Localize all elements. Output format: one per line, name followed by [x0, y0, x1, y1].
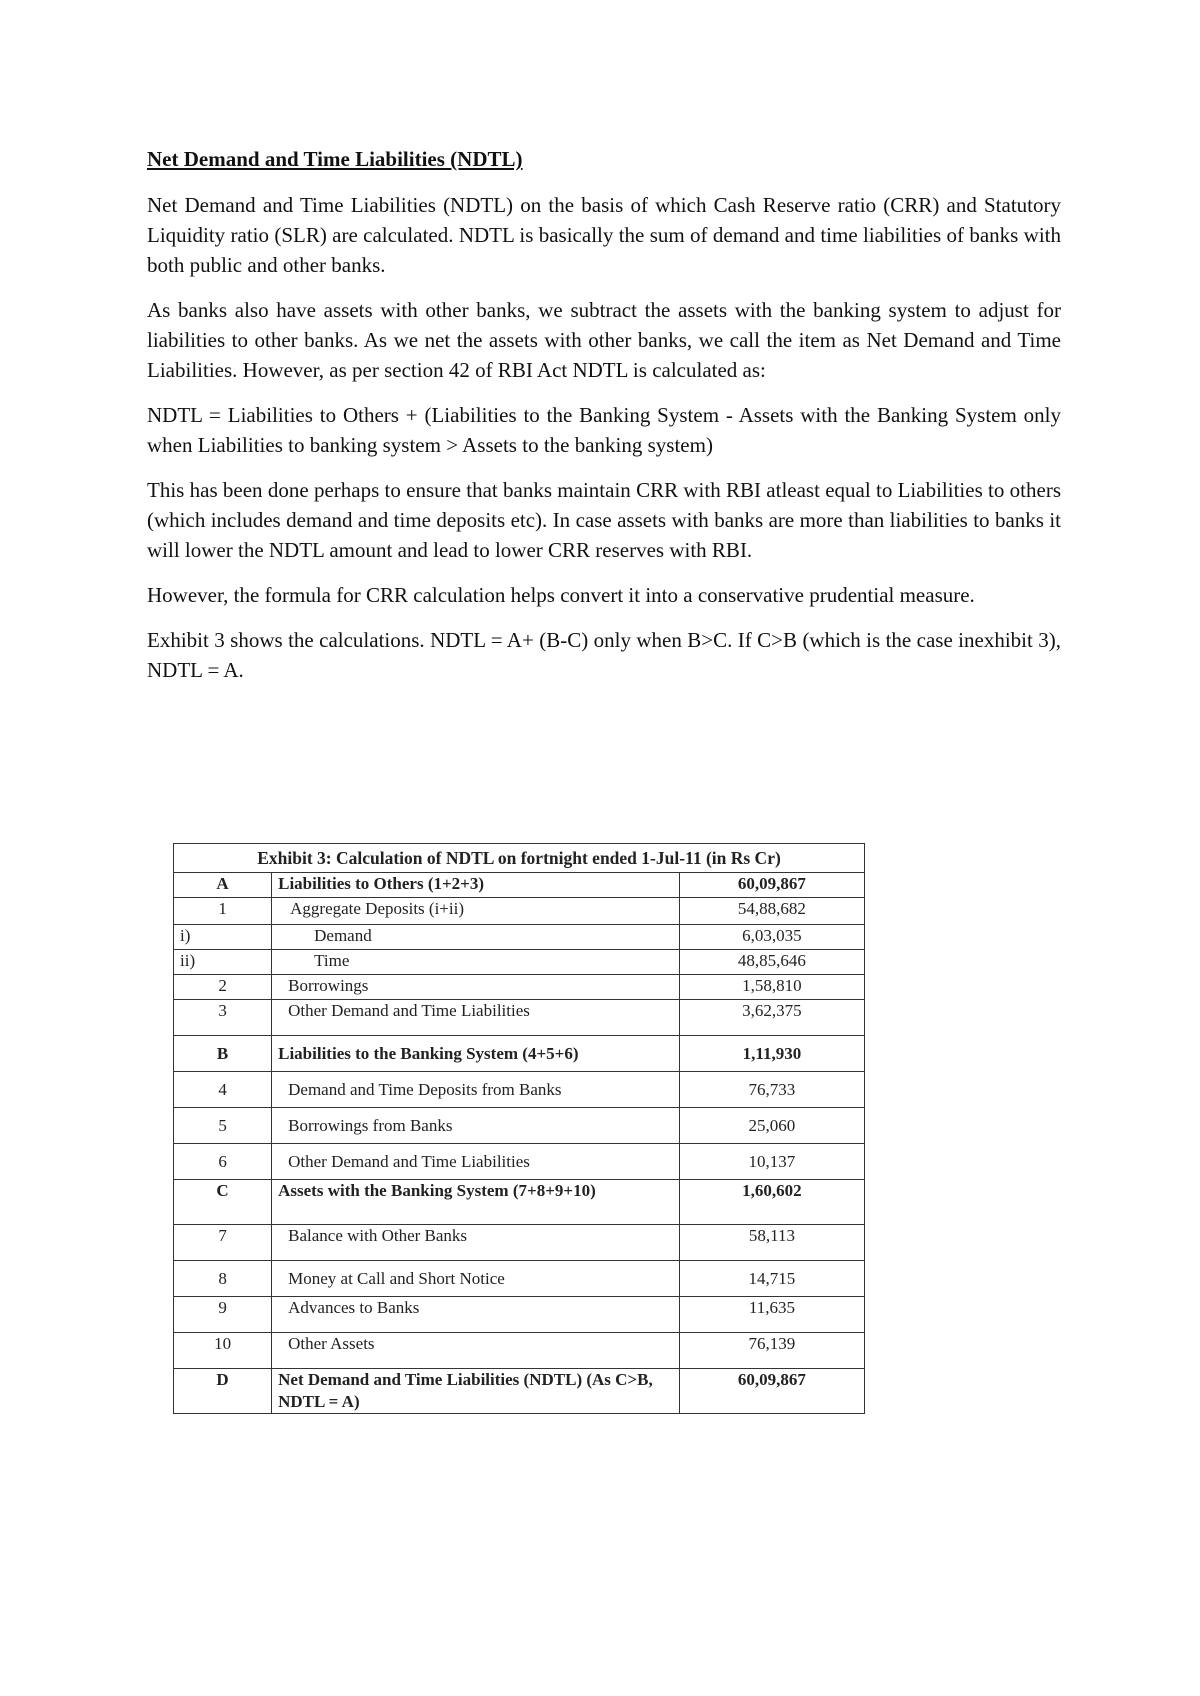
- row-label-text: Borrowings from Banks: [288, 1115, 453, 1135]
- row-label: [272, 1144, 680, 1180]
- row-index: 2: [174, 975, 272, 1000]
- table-row: [174, 1180, 865, 1225]
- row-label: [272, 1108, 680, 1144]
- table-row: [174, 975, 865, 1000]
- row-value: 14,715: [679, 1261, 864, 1297]
- table-row: [174, 1297, 865, 1333]
- row-value: 10,137: [679, 1144, 864, 1180]
- paragraph-ndtl-formula: NDTL = Liabilities to Others + (Liabilities to the Banking System - Assets with the Banking System only when Liabilities to banking system > Assets to the banking system): [147, 403, 1061, 457]
- table-row: [174, 1036, 865, 1072]
- row-index: B: [174, 1036, 272, 1072]
- table-row: [174, 1144, 865, 1180]
- table-row: [174, 1333, 865, 1369]
- row-label: [272, 898, 680, 925]
- row-label-text: Money at Call and Short Notice: [288, 1268, 505, 1288]
- row-index: 1: [174, 898, 272, 925]
- row-index: 3: [174, 1000, 272, 1036]
- document-heading: Net Demand and Time Liabilities (NDTL): [147, 147, 523, 171]
- row-label: [272, 950, 680, 975]
- table-row: [174, 1225, 865, 1261]
- row-label: [272, 925, 680, 950]
- row-label: [272, 1261, 680, 1297]
- row-index: 8: [174, 1261, 272, 1297]
- row-label: [272, 1036, 680, 1072]
- row-label-text: Time: [314, 951, 350, 970]
- row-value: 1,58,810: [679, 975, 864, 1000]
- row-label: [272, 1225, 680, 1261]
- row-index: 4: [174, 1072, 272, 1108]
- row-label: [272, 1333, 680, 1369]
- row-label-text: Net Demand and Time Liabilities (NDTL) (As C>B, NDTL = A): [278, 1370, 653, 1411]
- exhibit-table-container: [173, 843, 865, 1414]
- row-label: [272, 1297, 680, 1333]
- row-value: 3,62,375: [679, 1000, 864, 1036]
- row-value: 48,85,646: [679, 950, 864, 975]
- row-label-text: Liabilities to Others (1+2+3): [278, 874, 485, 893]
- document-body: [147, 146, 1061, 700]
- row-index: 9: [174, 1297, 272, 1333]
- row-label: [272, 873, 680, 898]
- row-value: 60,09,867: [679, 873, 864, 898]
- row-value: 1,60,602: [679, 1180, 864, 1225]
- row-value: 54,88,682: [679, 898, 864, 925]
- table-caption-row: [174, 844, 865, 873]
- row-value: 60,09,867: [679, 1369, 864, 1414]
- row-label-text: Demand and Time Deposits from Banks: [288, 1079, 562, 1099]
- paragraph-prudential-measure: However, the formula for CRR calculation helps convert it into a conservative prudential measure.: [147, 583, 975, 607]
- table-row: [174, 898, 865, 925]
- row-label: [272, 975, 680, 1000]
- table-row: [174, 1108, 865, 1144]
- row-label-text: Demand: [314, 926, 372, 945]
- row-label-text: Borrowings: [288, 976, 369, 995]
- table-row: [174, 925, 865, 950]
- row-index: C: [174, 1180, 272, 1225]
- row-index: D: [174, 1369, 272, 1414]
- row-label-text: Other Demand and Time Liabilities: [288, 1001, 530, 1020]
- row-label-text: Other Assets: [288, 1334, 375, 1353]
- row-value: 11,635: [679, 1297, 864, 1333]
- row-label: [272, 1369, 680, 1414]
- row-value: 25,060: [679, 1108, 864, 1144]
- table-row: [174, 1072, 865, 1108]
- row-value: 58,113: [679, 1225, 864, 1261]
- row-value: 76,139: [679, 1333, 864, 1369]
- row-label: [272, 1072, 680, 1108]
- row-index: 5: [174, 1108, 272, 1144]
- row-label-text: Aggregate Deposits (i+ii): [290, 899, 465, 918]
- row-label-text: Advances to Banks: [288, 1298, 420, 1317]
- row-index: ii): [174, 950, 272, 975]
- table-row: [174, 873, 865, 898]
- row-label-text: Balance with Other Banks: [288, 1226, 468, 1245]
- row-label: [272, 1000, 680, 1036]
- row-label-text: Other Demand and Time Liabilities: [288, 1151, 530, 1171]
- table-row: [174, 1369, 865, 1414]
- exhibit-caption: Exhibit 3: Calculation of NDTL on fortnight ended 1-Jul-11 (in Rs Cr): [174, 844, 865, 873]
- paragraph-crr-rationale: This has been done perhaps to ensure that banks maintain CRR with RBI atleast equal to Liabilities to others (which includes demand and time deposits etc). In case assets with banks are more than liabilities to banks it will lower the NDTL amount and lead to lower CRR reserves with RBI.: [147, 478, 1061, 562]
- table-row: [174, 950, 865, 975]
- row-label-text: Assets with the Banking System (7+8+9+10): [278, 1181, 596, 1200]
- row-value: 6,03,035: [679, 925, 864, 950]
- row-value: 76,733: [679, 1072, 864, 1108]
- paragraph-exhibit-reference: Exhibit 3 shows the calculations. NDTL = A+ (B-C) only when B>C. If C>B (which is the case inexhibit 3), NDTL = A.: [147, 628, 1061, 682]
- exhibit-table: [173, 843, 865, 1414]
- row-label: [272, 1180, 680, 1225]
- row-value: 1,11,930: [679, 1036, 864, 1072]
- paragraph-netting-explanation: As banks also have assets with other banks, we subtract the assets with the banking system to adjust for liabilities to other banks. As we net the assets with other banks, we call the item as Net Demand and Time Liabilities. However, as per section 42 of RBI Act NDTL is calculated as:: [147, 298, 1061, 382]
- row-index: A: [174, 873, 272, 898]
- row-index: 10: [174, 1333, 272, 1369]
- row-label-text: Liabilities to the Banking System (4+5+6): [278, 1043, 579, 1063]
- table-row: [174, 1261, 865, 1297]
- table-row: [174, 1000, 865, 1036]
- paragraph-ndtl-definition: Net Demand and Time Liabilities (NDTL) on the basis of which Cash Reserve ratio (CRR) and Statutory Liquidity ratio (SLR) are calculated. NDTL is basically the sum of demand and time liabilities of banks with both public and other banks.: [147, 193, 1061, 277]
- row-index: 6: [174, 1144, 272, 1180]
- row-index: 7: [174, 1225, 272, 1261]
- row-index: i): [174, 925, 272, 950]
